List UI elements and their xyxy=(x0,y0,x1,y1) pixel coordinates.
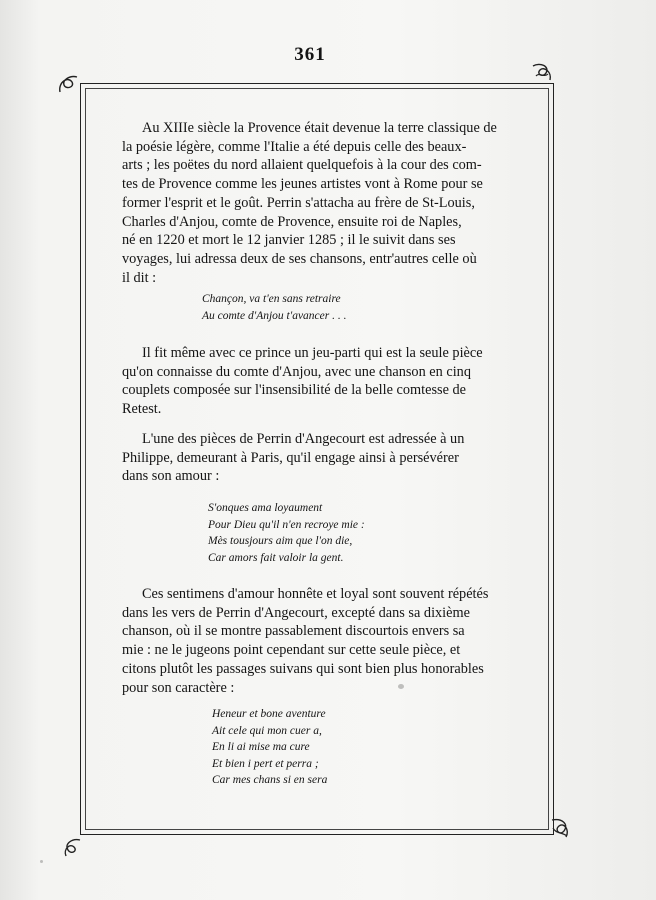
paragraph-line: voyages, lui adressa deux de ses chansons, entr'autres celle où xyxy=(122,250,477,267)
verse-line: Ait cele qui mon cuer a, xyxy=(212,724,322,737)
paragraph-line: couplets composée sur l'insensibilité de la belle comtesse de xyxy=(122,382,467,399)
verse-line: Chançon, va t'en sans retraire xyxy=(202,293,341,305)
paragraph-line: Charles d'Anjou, comte de Provence, ensuite roi de Naples, xyxy=(122,213,462,230)
paragraph-line: né en 1220 et mort le 12 janvier 1285 ; il le suivit dans ses xyxy=(122,232,456,249)
paragraph-line: dans son amour : xyxy=(122,468,220,485)
paragraph-line: chanson, où il se montre passablement discourtois envers sa xyxy=(122,623,465,640)
paragraph-line: tes de Provence comme les jeunes artistes vont à Rome pour se xyxy=(122,176,483,193)
verse-line: Mès tousjours aim que l'on die, xyxy=(208,535,353,547)
paragraph-line: former l'esprit et le goût. Perrin s'attacha au frère de St-Louis, xyxy=(122,194,475,211)
paragraph-line: il dit : xyxy=(122,269,157,286)
ink-spot xyxy=(398,684,404,689)
corner-ornament-icon xyxy=(56,72,80,96)
verse-line: Et bien i pert et perra ; xyxy=(212,757,319,770)
paragraph-line: mie : ne le jugeons point cependant sur cette seule pièce, et xyxy=(122,642,461,659)
paragraph-line: arts ; les poëtes du nord allaient quelquefois à la cour des com- xyxy=(122,157,482,174)
paragraph-line: Philippe, demeurant à Paris, qu'il engage ainsi à persévérer xyxy=(122,449,459,466)
verse-line: Au comte d'Anjou t'avancer . . . xyxy=(202,309,347,322)
paragraph-line: Il fit même avec ce prince un jeu-parti qui est la seule pièce xyxy=(142,345,483,361)
corner-ornament-icon xyxy=(60,836,84,860)
paragraph-line: L'une des pièces de Perrin d'Angecourt est adressée à un xyxy=(142,431,465,447)
paragraph-line: la poésie légère, comme l'Italie a été depuis celle des beaux- xyxy=(122,138,467,155)
paragraph-line: Au XIIIe siècle la Provence était devenue la terre classique de xyxy=(142,120,497,136)
corner-ornament-icon xyxy=(530,60,554,84)
verse-line: Heneur et bone aventure xyxy=(212,708,326,720)
verse-line: S'onques ama loyaument xyxy=(208,502,323,514)
paragraph-3 xyxy=(122,430,502,486)
verse-line: Car mes chans si en sera xyxy=(212,774,328,786)
verse-quote-1 xyxy=(202,291,346,324)
paragraph-line: Retest. xyxy=(122,401,162,418)
verse-quote-2 xyxy=(208,500,365,566)
verse-line: Car amors fait valoir la gent. xyxy=(208,551,344,564)
paragraph-2 xyxy=(122,344,502,419)
paragraph-1 xyxy=(122,119,502,287)
corner-ornament-icon xyxy=(548,816,572,840)
verse-line: En li ai mise ma cure xyxy=(212,741,310,753)
paragraph-line: Ces sentimens d'amour honnête et loyal sont souvent répétés xyxy=(142,586,489,602)
paragraph-4 xyxy=(122,585,502,697)
paragraph-line: citons plutôt les passages suivans qui sont bien plus honorables xyxy=(122,660,484,677)
page-number: 361 xyxy=(294,44,326,65)
ink-spot xyxy=(40,860,43,863)
paragraph-line: dans les vers de Perrin d'Angecourt, excepté dans sa dixième xyxy=(122,604,470,621)
paragraph-line: qu'on connaisse du comte d'Anjou, avec une chanson en cinq xyxy=(122,363,471,380)
verse-quote-3 xyxy=(212,706,327,789)
paragraph-line: pour son caractère : xyxy=(122,679,235,696)
verse-line: Pour Dieu qu'il n'en recroye mie : xyxy=(208,518,365,531)
